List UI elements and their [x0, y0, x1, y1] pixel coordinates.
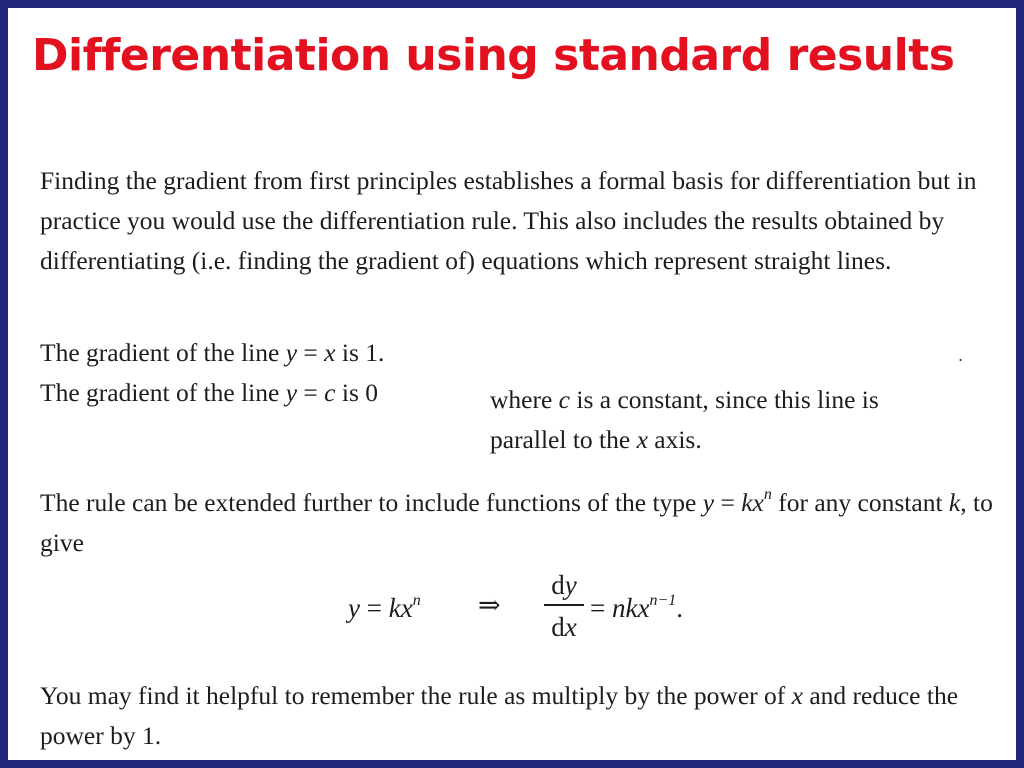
- differentiation-formula: [338, 568, 718, 648]
- math-punctuation: .: [676, 593, 683, 623]
- math-variable: y: [564, 570, 577, 600]
- text-segment: axis.: [647, 425, 702, 454]
- rule-tip-paragraph: [40, 676, 1000, 756]
- text-segment: The gradient of the line: [40, 378, 286, 407]
- math-variable: x: [636, 425, 648, 454]
- implies-arrow-icon: ⇒: [478, 590, 501, 620]
- text-segment: =: [297, 378, 325, 407]
- gradient-line-y-equals-c: [40, 378, 378, 408]
- gradient-line-y-equals-x: [40, 338, 384, 368]
- text-segment: is 0: [335, 378, 379, 407]
- derivative-fraction: [544, 568, 584, 644]
- formula-left-side: [348, 592, 421, 624]
- math-variable: x: [791, 681, 803, 710]
- formula-right-side: [590, 592, 683, 624]
- text-segment: for any constant: [771, 488, 949, 517]
- math-variable: nkx: [611, 593, 650, 623]
- stray-dot: .: [958, 346, 964, 365]
- text-segment: You may find it helpful to remember the rule as multiply by the power of: [40, 681, 792, 710]
- slide-title: Differentiation using standard results: [32, 30, 955, 81]
- math-operator: =: [359, 593, 389, 623]
- text-segment: where: [490, 385, 559, 414]
- text-segment: and reduce the power by 1.: [40, 681, 959, 750]
- text-segment: =: [297, 338, 325, 367]
- math-variable: y: [285, 338, 298, 367]
- math-operator: d: [551, 570, 565, 600]
- text-segment: is a constant, since this line is parallel to the: [490, 385, 879, 454]
- math-operator: d: [551, 612, 565, 642]
- math-variable: y: [348, 593, 360, 623]
- math-variable: x: [324, 338, 336, 367]
- math-variable: y: [285, 378, 298, 407]
- math-exponent: n−1: [649, 592, 677, 609]
- text-segment: The gradient of the line: [40, 338, 286, 367]
- rule-extension-paragraph: [40, 475, 1010, 563]
- math-variable: kx: [388, 593, 413, 623]
- math-variable: c: [558, 385, 570, 414]
- text-segment: , to give: [40, 488, 993, 557]
- intro-paragraph: Finding the gradient from first principles establishes a formal basis for differentiation but in practice you would use the differentiation rule. This also includes the results obtained by differentiating (i.e. finding the gradient of) equations which represent straight lines.: [40, 166, 977, 275]
- fraction-numerator: [544, 568, 584, 602]
- fraction-denominator: [544, 610, 584, 644]
- constant-explanation: [490, 380, 960, 460]
- math-variable: y: [702, 488, 715, 517]
- math-operator: =: [590, 593, 612, 623]
- math-exponent: n: [763, 486, 772, 503]
- text-segment: is 1.: [335, 338, 385, 367]
- text-segment: The rule can be extended further to include functions of the type: [40, 488, 703, 517]
- fraction-bar: [544, 604, 584, 606]
- math-variable: kx: [741, 488, 764, 517]
- math-variable: x: [564, 612, 577, 642]
- math-variable: c: [324, 378, 336, 407]
- text-segment: =: [714, 488, 742, 517]
- math-variable: k: [948, 488, 961, 517]
- math-exponent: n: [412, 592, 421, 609]
